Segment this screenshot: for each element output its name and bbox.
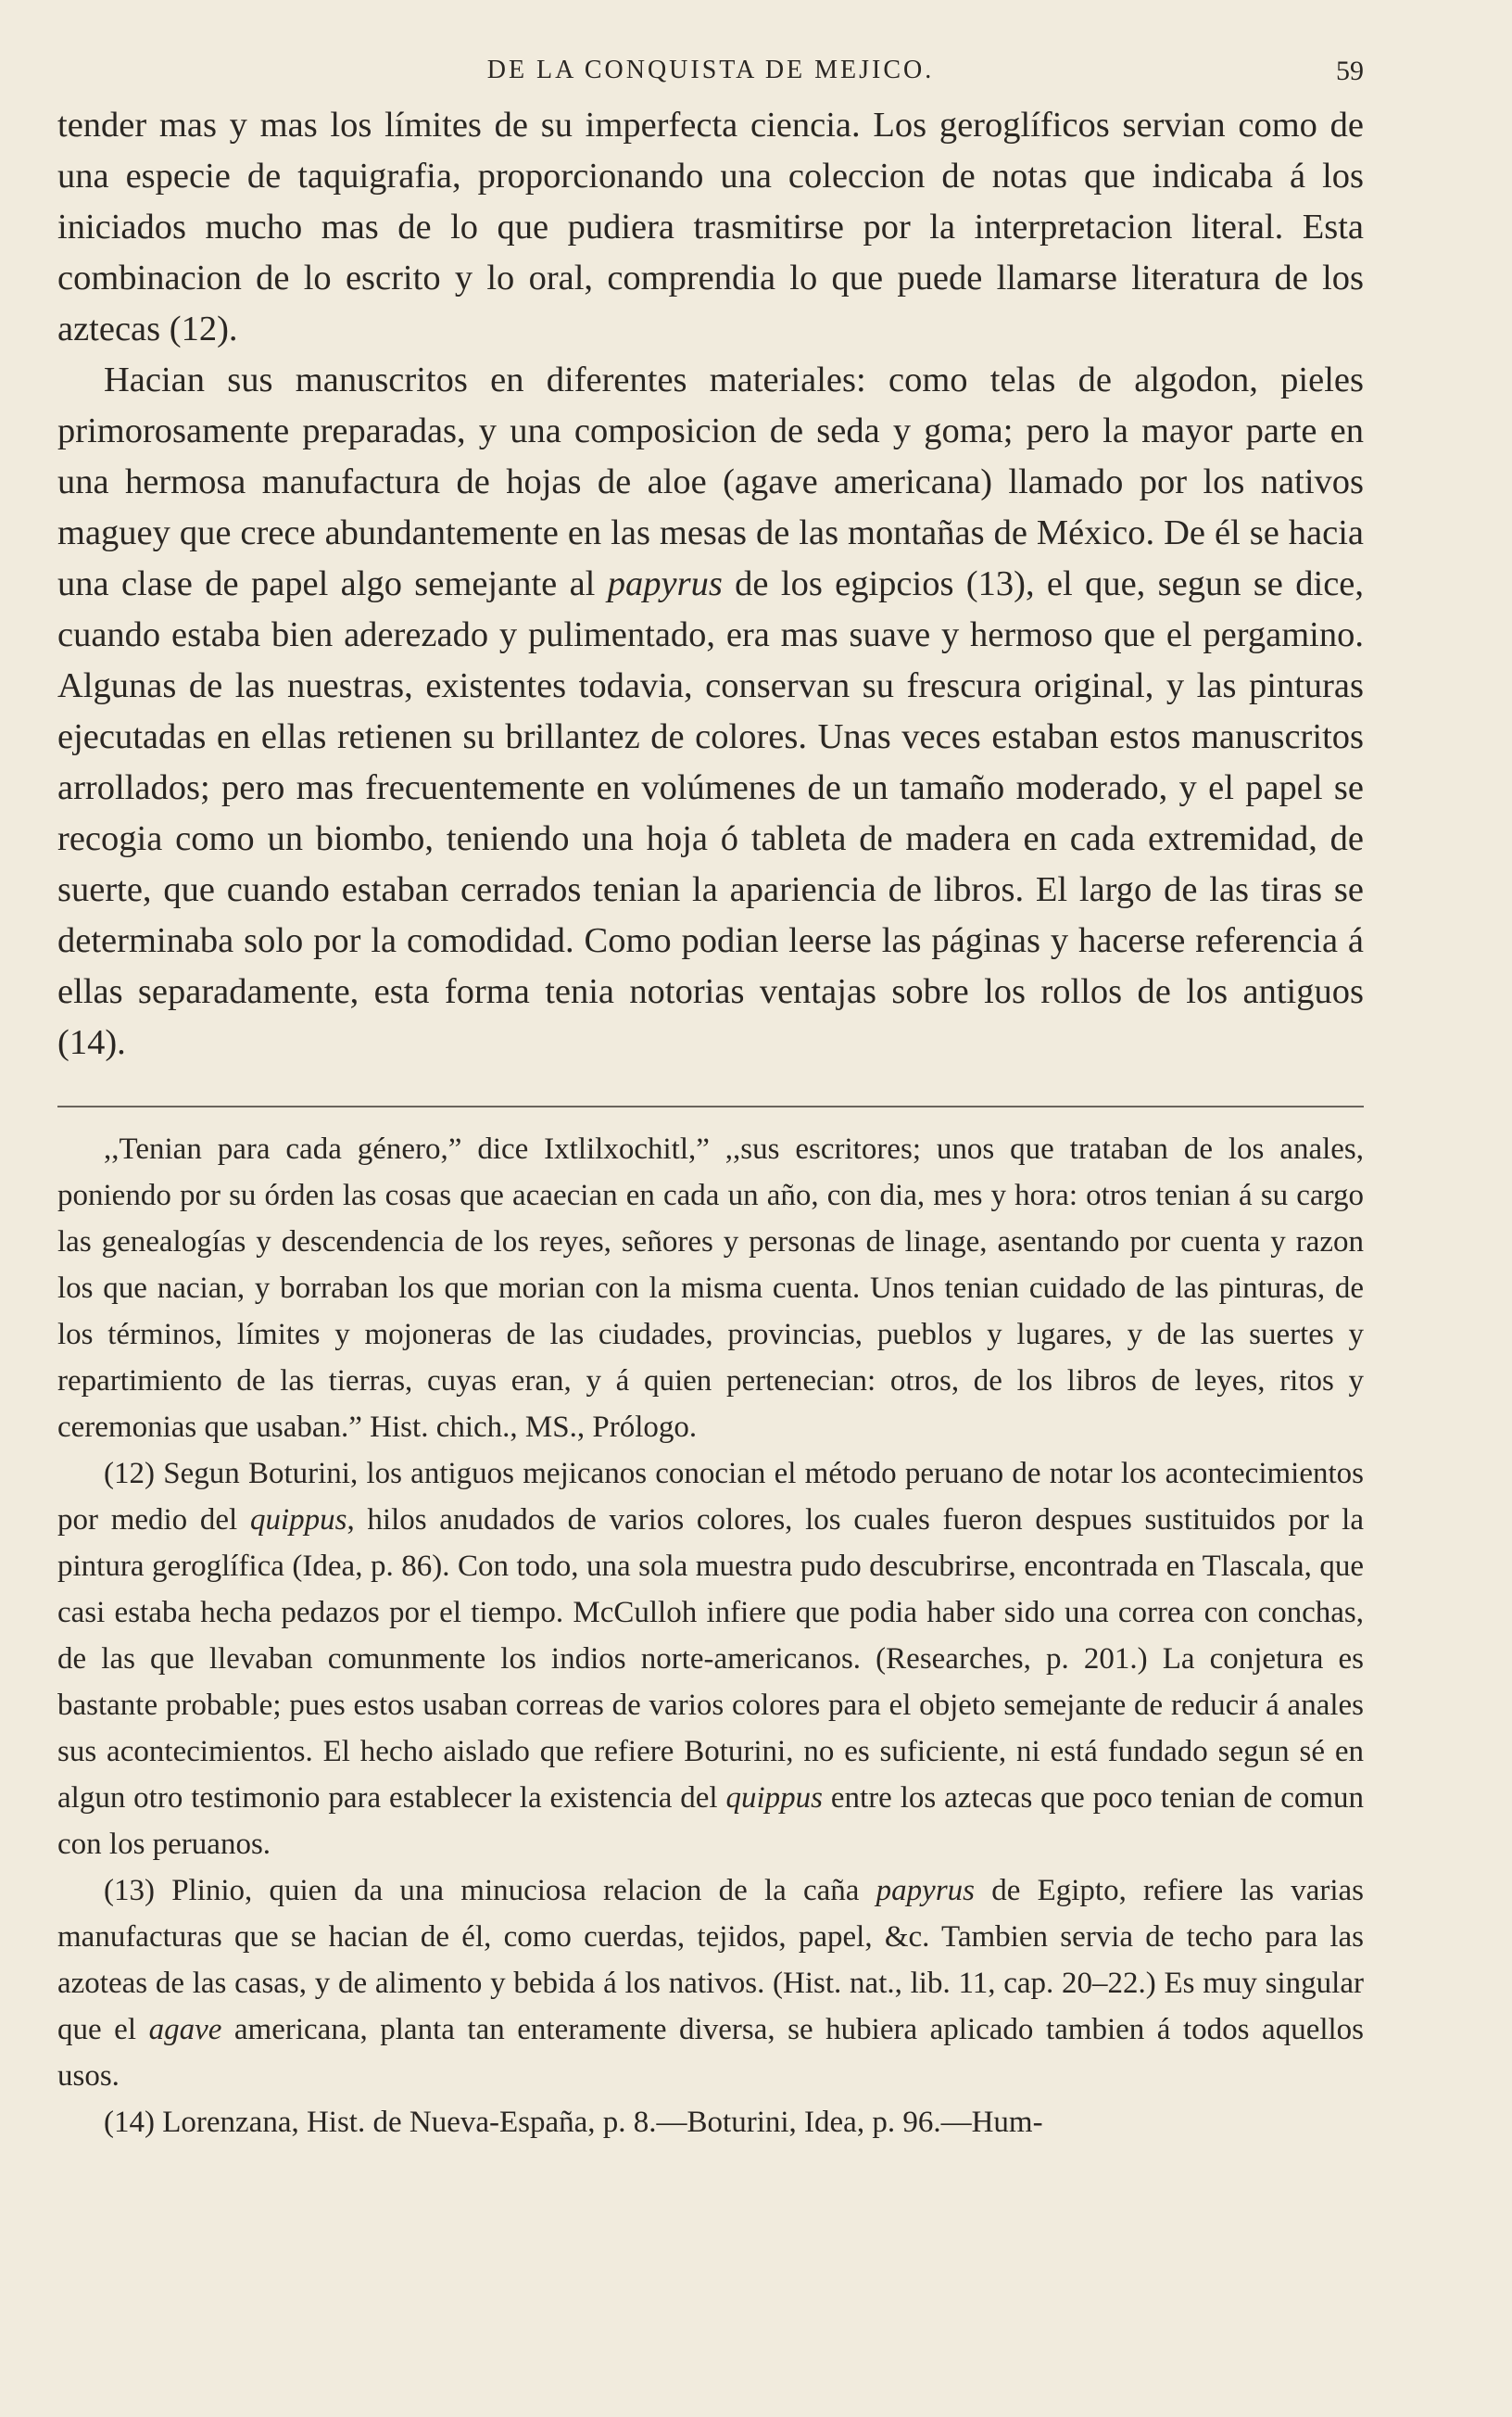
paragraph-2-part-a: Hacian sus manuscritos en diferentes materiales: como telas de algodon, pieles primorosamente preparadas, y una composicion de seda y goma; pero la mayor parte en una hermosa manufactura de hojas de aloe (agave americana) llamado por los nativos maguey que crece abundantemente en las mesas de las montañas de México. De él se hacia una clase de papel algo semejante al [57,361,1364,603]
footnote-divider [57,1106,1364,1107]
footnote-13-part-a: (13) Plinio, quien da una minuciosa relacion de la caña [104,1874,860,1907]
page-number: 59 [1336,56,1364,86]
footnote-12-part-c: entre los aztecas que poco tenian de comun con los peruanos. [57,1781,1365,1861]
quippus-italic-2: quippus [725,1781,823,1815]
footnote-12 [57,1450,1364,1867]
footnote-12-part-b: , hilos anudados de varios colores, los cuales fueron despues sustituidos por la pintura geroglífica (Idea, p. 86). Con todo, una sola muestra pudo descubrirse, encontrada en Tlascala, que casi estaba hecha pedazos por el tiempo. McCulloh infiere que podia haber sido una correa con conchas, de las que llevaban comunmente los indios norte-americanos. (Researches, p. 201.) La conjetura es bastante probable; pues estos usaban correas de varios colores para el objeto semejante de reducir á anales sus acontecimientos. El hecho aislado que refiere Boturini, no es suficiente, ni está fundado segun sé en algun otro testimonio para establecer la existencia del [57,1503,1364,1815]
footnotes [57,1126,1364,2145]
footnote-11-continuation: ,,Tenian para cada género,” dice Ixtlilxochitl,” ,,sus escritores; unos que trataban de los anales, poniendo por su órden las cosas que acaecian en cada un año, con dia, mes y hora: otros tenian á su cargo las genealogías y descendencia de los reyes, señores y personas de linage, asentando por cuenta y razon los que nacian, y borraban los que morian con la misma cuenta. Unos tenian cuidado de las pinturas, de los términos, límites y mojoneras de las ciudades, provincias, pueblos y lugares, y de las suertes y repartimiento de las tierras, cuyas eran, y á quien pertenecian: otros, de los libros de leyes, ritos y ceremonias que usaban.” Hist. chich., MS., Prólogo. [57,1133,1364,1444]
footnote-13 [57,1867,1364,2099]
papyrus-italic-note: papyrus [876,1874,976,1907]
footnote-13-part-b: de Egipto, refiere las varias manufacturas que se hacian de él, como cuerdas, tejidos, papel, &c. Tambien servia de techo para las azoteas de las casas, y de alimento y bebida á los nativos. (Hist. nat., lib. 11, cap. 20–22.) Es muy singular que el [57,1874,1365,2046]
footnote-14: (14) Lorenzana, Hist. de Nueva-España, p. 8.—Boturini, Idea, p. 96.—Hum- [104,2106,1043,2139]
book-page [57,56,1364,2145]
footnote-13-part-c: americana, planta tan enteramente diversa, se hubiera aplicado tambien á todos aquellos usos. [57,2013,1365,2093]
running-head-title: DE LA CONQUISTA DE MEJICO. [486,56,935,84]
quippus-italic-1: quippus [249,1503,347,1537]
paragraph-2 [57,355,1364,1069]
agave-italic: agave [148,2013,222,2046]
paragraph-1: tender mas y mas los límites de su imperfecta ciencia. Los geroglíficos servian como de una especie de taquigrafia, proporcionando una coleccion de notas que indicaba á los iniciados mucho mas de lo que pudiera trasmitirse por la interpretacion literal. Esta combinacion de lo escrito y lo oral, comprendia lo que puede llamarse literatura de los aztecas (12). [57,106,1364,348]
running-head [57,56,1364,93]
main-text [57,100,1364,1069]
papyrus-italic: papyrus [607,564,723,603]
footnote-12-part-a: (12) Segun Boturini, los antiguos mejicanos conocian el método peruano de notar los acontecimientos por medio del [57,1457,1364,1537]
paragraph-2-part-b: de los egipcios (13), el que, segun se dice, cuando estaba bien aderezado y pulimentado, era mas suave y hermoso que el pergamino. Algunas de las nuestras, existentes todavia, conservan su frescura original, y las pinturas ejecutadas en ellas retienen su brillantez de colores. Unas veces estaban estos manuscritos arrollados; pero mas frecuentemente en volúmenes de un tamaño moderado, y el papel se recogia como un biombo, teniendo una hoja ó tableta de madera en cada extremidad, de suerte, que cuando estaban cerrados tenian la apariencia de libros. El largo de las tiras se determinaba solo por la comodidad. Como podian leerse las páginas y hacerse referencia á ellas separadamente, esta forma tenia notorias ventajas sobre los rollos de los antiguos (14). [57,564,1364,1062]
